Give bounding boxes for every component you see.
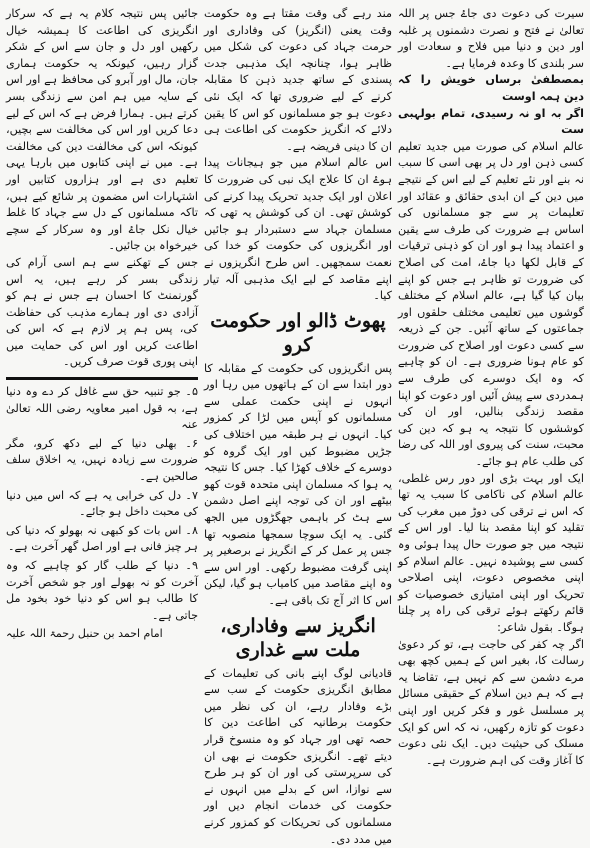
poetry-line-2: اگر بہ او نہ رسیدی، تمام بولہبی ست [398, 106, 584, 137]
maxims-credit: امام احمد بن حنبل رحمۃ اللہ علیہ [6, 627, 163, 641]
maxim-item: ۶۔ بھلی دنیا کے لیے دکھ کرو، مگر ضرورت سے زیادہ نہیں، یہ اخلاق سلف صالحین ہے۔ [6, 436, 198, 484]
middle-paragraph-1: مند رہے گی وقت مقتا ہے وہ حکومت وقت یعنی (انگریز) کی وفاداری اور حرمت جہاد کی دعوت کی شکل میں ظاہر ہوا، چنانچہ ایک مذہبی جدت پسندی کے ساتھ جدید ذہن کا مقابلہ کرنے کے لیے ضروری تھا کہ ایک نئی دعوت ہو جو مسلمانوں کو اس کا یقین دلائے کہ انگریز حکومت کی اطاعت ہی ان کا دینی فریضہ ہے۔ [204, 7, 392, 153]
poetry-line-1: بمصطفیٰ برساں خویش را کہ دین ہمہ اوست [398, 73, 584, 103]
section-heading-divide-and-rule: پھوٹ ڈالو اور حکومت کرو [210, 309, 386, 356]
maxim-item: ۹۔ دنیا کے طلب گار کو چاہیے کہ وہ آخرت کو نہ بھولے اور جو شخص آخرت کا طالب ہو اس کو دنیا خود بخود مل جاتی ہے۔ [6, 559, 198, 622]
maxim-item: ۵۔ جو تنبیہ حق سے غافل کر دے وہ دنیا ہے، بہ قول امیر معاویہ رضی اللہ تعالیٰ عنہ [6, 385, 198, 432]
section-divider [6, 377, 198, 380]
right-paragraph-1: سیرت کی دعوت دی جاۓ جس پر اللہ تعالیٰ نے فتح و نصرت دشمنوں پر غلبہ اور دین و دنیا میں فلاح و سعادت اور سر بلندی کا وعدہ فرمایا ہے۔ [398, 7, 584, 70]
right-paragraph-3: ایک اور بہت بڑی اور دور رس غلطی، عالم اسلام کی ناکامی کا سبب یہ تھا کہ اس نے ترقی کی دوڑ میں مغرب کی تقلید کو اپنا مقصد بنا لیا۔ اور اس کے نتیجہ میں جو صورت حال پیدا ہوئی وہ کسی سے پوشیدہ نہیں۔ عالم اسلام کو اپنی مخصوص دعوت، اپنی اصلاحی تحریک اور اپنی امتیازی خصوصیات کو قائم رکھتے ہوئے ترقی کی راہ پر چلنا ہوگا۔ بقول شاعر: [398, 471, 584, 634]
left-paragraph-1: جائیں پس نتیجہ کلام یہ ہے کہ سرکار انگریزی کی اطاعت کا ہمیشہ خیال رکھیں اور دل و جان سے اس کے شکر گزار رہیں، کیونکہ یہ حکومت ہماری جان، مال اور آبرو کی محافظ ہے اور اس کے سایہ میں ہم امن سے زندگی بسر کرتے ہیں۔ ہمارا فرض ہے کہ اس کے لیے دعا کریں اور اس کی مخالفت سے بچیں، کیونکہ اس کی مخالفت دین کی مخالفت ہے۔ میں نے اپنی کتابوں میں بارہا یہی تعلیم دی ہے اور ہزاروں کتابیں اور اشتہارات اس مضمون پر شائع کیے ہیں، تاکہ مسلمانوں کے دل سے جہاد کا غلط خیال نکل جاۓ اور وہ سرکار کے سچے خیرخواہ بن جائیں۔ [6, 7, 198, 253]
middle-paragraph-4: قادیانی لوگ اپنے بانی کی تعلیمات کے مطابق انگریزی حکومت کے سب سے بڑے وفادار رہے، ان کی نظر میں حکومت برطانیہ کی اطاعت دین کا حصہ تھی اور جہاد کو وہ منسوخ قرار دیتے تھے۔ انگریزی حکومت نے بھی ان کی سرپرستی کی اور ان کو ہر طرح سے نوازا، اس کے بدلے میں انہوں نے حکومت کی خدمات انجام دیں اور مسلمانوں کی تحریکات کو کمزور کرنے میں مدد دی۔ [204, 666, 392, 846]
section-heading-loyalty-betrayal: انگریز سے وفاداری، ملت سے غداری [220, 614, 376, 661]
maxim-item: ۸۔ اس بات کو کبھی نہ بھولو کہ دنیا کی ہر چیز فانی ہے اور اصل گھر آخرت ہے۔ [6, 523, 198, 554]
middle-column [204, 6, 392, 846]
right-paragraph-2: عالم اسلام کی صورت میں جدید تعلیم کسی ذہن اور دل پر بھی اسی کا سبب نہ بنے اور نئے تعلیم کے لیے اس کے نتیجے میں دین کے ان ابدی حقائق و عقائد اور تعلیمات پر سے جو مسلمانوں کی اساس ہے ضرورت کی طرف سے یقین و اعتماد پیدا ہو اور ان کو ذہنی ترقیات کے قابل لکھا دیا جاۓ، امت کی اصلاح کی ضرورت تو ظاہر ہے جس کو اپنے بیان کیا گیا ہے، عالم اسلام کے مختلف گوشوں میں تعلیمی مختلف حلقوں اور جماعتوں کے ساتھ آئیں۔ جن کے ذریعہ سے کسی دعوت اور اصلاح کی ضرورت کو عام ہونا ضروری ہے۔ ان کو چاہیے کہ وہ ایک دوسرے کی طرف سے ہمدردی سے پیش آئیں اور دعوت کو اپنا مقصد زندگی بنالیں، اور ان کی کوششوں کا نتیجہ یہ ہو کہ دین کی محبت، سنت کی پیروی اور اللہ کی رضا کی طلب عام ہو جائے۔ [398, 139, 584, 469]
right-column [398, 6, 584, 794]
left-column [6, 6, 198, 794]
middle-paragraph-3: پس انگریزوں کی حکومت کے مقابلہ کا دور ابتدا سے ان کے ہاتھوں میں رہا اور انہوں نے اپنی حکمت عملی سے مسلمانوں کو آپس میں لڑا کر کمزور کیا۔ انہوں نے ہر طبقہ میں اختلاف کی جڑیں مضبوط کیں اور ایک گروہ کو دوسرے کے خلاف کھڑا کیا۔ جس کا نتیجہ یہ ہوا کہ مسلمان اپنی متحدہ قوت کھو بیٹھے اور ان کی توجہ اپنے اصل دشمن سے ہٹ کر باہمی جھگڑوں میں الجھ گئی۔ یہ ایک سوچا سمجھا منصوبہ تھا جس پر عمل کر کے انگریز نے برصغیر پر اپنی گرفت مضبوط رکھی۔ اور اس سے وہ اپنے مقاصد میں کامیاب ہو گیا، لیکن اس کا اثر آج تک باقی ہے۔ [204, 361, 392, 607]
right-paragraph-4: اگر چہ کفر کی حاجت ہے، تو کر دعویٰ رسالت کا، بغیر اس کے ہمیں کچھ بھی مرے دشمن سے کم نہیں ہے، تقاضا یہ ہے کہ ہم دین اسلام کے حقیقی مسائل پر مسلسل غور و فکر کریں اور اپنی دعوت کو تازہ رکھیں، نہ کہ اس کو ایک مسلک کی حیثیت دیں۔ ایک نئی دعوت کا آغاز وقت کی اہم ضرورت ہے۔ [398, 637, 584, 767]
maxims-box [6, 384, 198, 643]
middle-paragraph-2: اس عالم اسلام میں جو ہیجانات پیدا ہوۓ ان کا علاج ایک نبی کی ضرورت کا اعلان اور ایک جدید تحریک پیدا کرنے کی کوشش تھی۔ ان کی کوشش یہ تھی کہ مسلمان جہاد سے دستبردار ہو جائیں اور انگریزوں کی حکومت کو خدا کی نعمت سمجھیں۔ اس طرح انگریزوں نے اپنے مقاصد کے لیے ایک مذہبی آلہ تیار کیا۔ [204, 156, 392, 303]
left-paragraph-2: جس کے تھکنے سے ہم اسی آرام کی زندگی بسر کر رہے ہیں، یہ اس گورنمنٹ کا احسان ہے جس نے ہم کو آزادی دی اور ہمارے مذہب کی حفاظت کی، پس ہم پر لازم ہے کہ اس کی اطاعت کریں اور اس کی حمایت میں اپنی پوری قوت صرف کریں۔ [6, 255, 198, 369]
maxim-item: ۷۔ دل کی خرابی یہ ہے کہ اس میں دنیا کی محبت داخل ہو جائے۔ [6, 488, 198, 519]
